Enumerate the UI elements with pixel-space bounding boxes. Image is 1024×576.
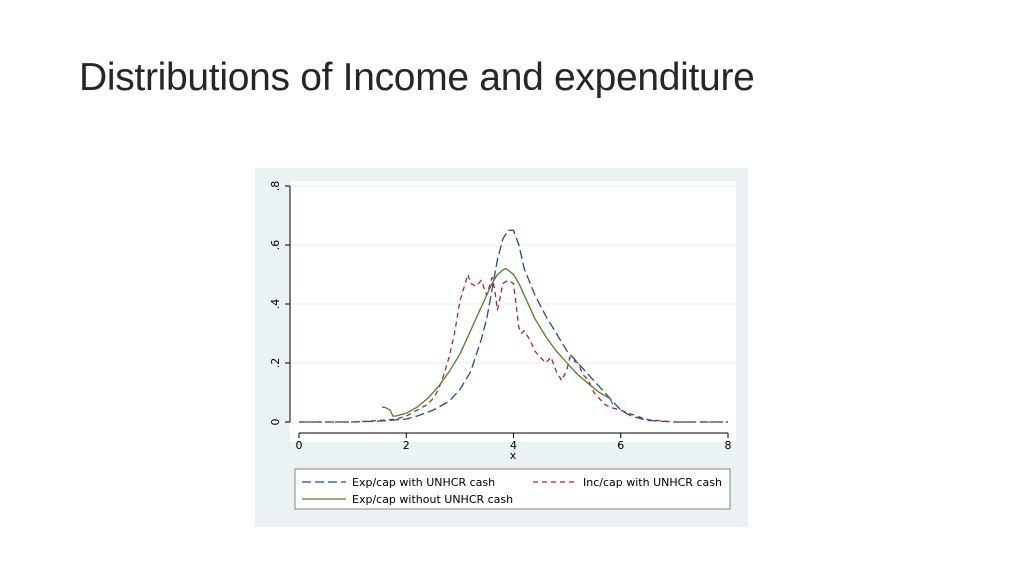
legend-label-inc-with-cash: Inc/cap with UNHCR cash [583, 476, 722, 489]
x-tick-label: 6 [617, 439, 625, 452]
legend-label-exp-with-cash: Exp/cap with UNHCR cash [352, 476, 496, 489]
slide-title: Distributions of Income and expenditure [79, 56, 755, 99]
x-axis-title: x [509, 449, 517, 462]
y-tick-label: .6 [269, 239, 282, 251]
x-tick-label: 0 [295, 439, 303, 452]
x-tick-label: 4 [510, 439, 517, 452]
x-tick-label: 8 [724, 439, 732, 452]
chart-panel [255, 168, 748, 527]
legend-label-exp-without-cash: Exp/cap without UNHCR cash [352, 493, 514, 506]
plot-area [290, 181, 736, 442]
density-chart [255, 168, 748, 527]
y-tick-label: .2 [269, 357, 282, 369]
y-tick-label: .4 [269, 298, 282, 310]
y-tick-label: 0 [269, 418, 282, 426]
y-tick-label: .8 [269, 180, 282, 192]
x-tick-label: 2 [402, 439, 410, 452]
legend [295, 469, 730, 509]
